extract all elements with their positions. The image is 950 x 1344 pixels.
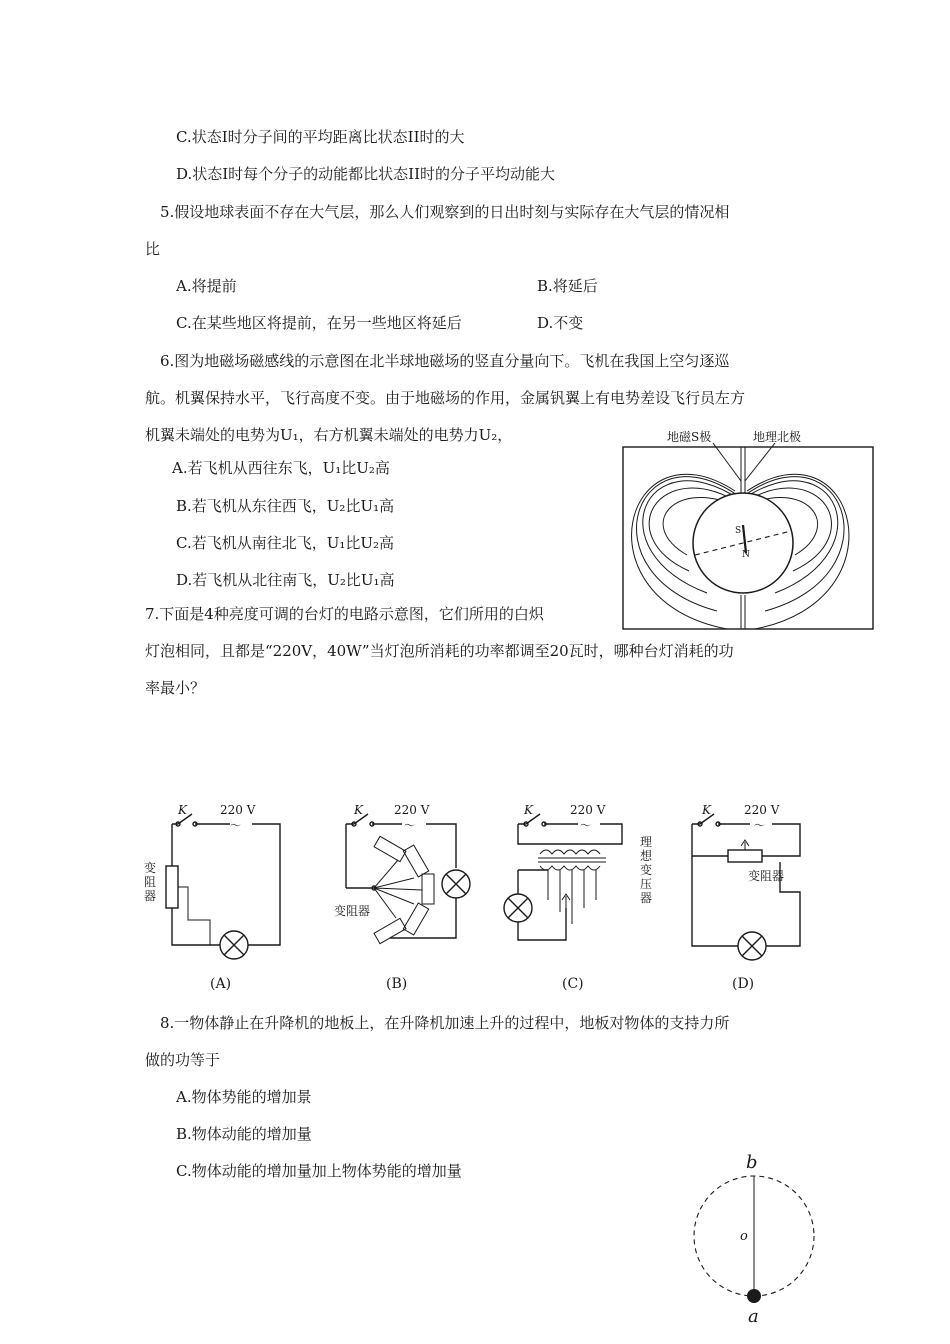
ball <box>747 1289 761 1303</box>
q6-stem-line3: 机翼未端处的电势为U₁，右方机翼未端处的电势力U₂， <box>145 426 513 444</box>
q8-stem-line1: 8.一物体静止在升降机的地板上，在升降机加速上升的过程中，地板对物体的支持力所 <box>160 1014 730 1032</box>
q5-option-a: A.将提前 <box>176 277 237 295</box>
label-geographic-north-pole: 地理北极 <box>753 430 802 444</box>
voltage-label: 220 V <box>394 803 430 817</box>
switch-label-k: K <box>524 803 533 817</box>
switch-label-k: K <box>354 803 363 817</box>
geomagnetic-field-figure <box>615 425 877 635</box>
ac-symbol: ～ <box>404 819 415 832</box>
circuit-b <box>330 800 480 995</box>
q5-option-c: C.在某些地区将提前，在另一些地区将延后 <box>176 314 462 332</box>
ac-symbol: ～ <box>230 819 241 832</box>
rheostat-label: 变阻器 <box>748 869 785 883</box>
switch-label-k: K <box>178 803 187 817</box>
voltage-label: 220 V <box>744 803 780 817</box>
q5-stem-line2: 比 <box>145 240 161 258</box>
transformer-secondary <box>540 866 600 870</box>
circuit-a <box>140 800 300 995</box>
q4-option-d: D.状态Ⅰ时每个分子的动能都比状态II时的分子平均动能大 <box>176 165 556 183</box>
circuit-c <box>500 800 660 995</box>
circuit-d <box>680 800 830 995</box>
caption-a: (A) <box>210 976 232 992</box>
q8-option-c: C.物体动能的增加量加上物体势能的增加量 <box>176 1162 462 1180</box>
transformer-primary <box>540 850 600 854</box>
q7-stem-line2: 灯泡相同，且都是“220V，40W”当灯泡所消耗的功率都调至20瓦时，哪种台灯消耗的功 <box>145 642 734 660</box>
label-s: S <box>735 526 742 536</box>
q4-option-c: C.状态Ⅰ时分子间的平均距离比状态II时的大 <box>176 128 465 146</box>
transformer-label: 理想变压器 <box>640 835 653 905</box>
q6-stem-line1: 6.图为地磁场磁感线的示意图在北半球地磁场的竖直分量向下。飞机在我国上空匀逐巡 <box>160 352 730 370</box>
label-geomagnetic-s-pole: 地磁S极 <box>667 430 712 444</box>
q5-option-b: B.将延后 <box>537 277 598 295</box>
switch-label-k: K <box>702 803 711 817</box>
q6-option-a: A.若飞机从西往东飞，U₁比U₂高 <box>172 459 390 477</box>
q7-stem-line3: 率最小？ <box>145 679 206 697</box>
q6-option-b: B.若飞机从东往西飞，U₂比U₁高 <box>176 497 395 515</box>
q5-option-d: D.不变 <box>537 314 584 332</box>
rheostat-label: 变阻器 <box>144 861 157 903</box>
label-n: N <box>742 550 750 560</box>
vertical-circle-figure <box>688 1150 818 1344</box>
q5-stem-line1: 5.假设地球表面不存在大气层，那么人们观察到的日出时刻与实际存在大气层的情况相 <box>160 203 730 221</box>
voltage-label: 220 V <box>220 803 256 817</box>
label-a: a <box>748 1306 759 1327</box>
q8-option-b: B.物体动能的增加量 <box>176 1125 312 1143</box>
caption-b: (B) <box>386 976 408 992</box>
q8-option-a: A.物体势能的增加景 <box>176 1088 312 1106</box>
q7-stem-line1: 7.下面是4种亮度可调的台灯的电路示意图，它们所用的白炽 <box>145 605 544 623</box>
q6-option-d: D.若飞机从北往南飞，U₂比U₁高 <box>176 571 395 589</box>
voltage-label: 220 V <box>570 803 606 817</box>
ac-symbol: ～ <box>754 819 765 832</box>
rheostat <box>166 866 178 908</box>
rheostat <box>728 850 762 862</box>
q6-option-c: C.若飞机从南往北飞，U₁比U₂高 <box>176 534 395 552</box>
caption-c: (C) <box>562 976 584 992</box>
q8-stem-line2: 做的功等于 <box>145 1051 221 1069</box>
q6-stem-line2: 航。机翼保持水平，飞行高度不变。由于地磁场的作用，金属钒翼上有电势差设飞行员左方 <box>145 389 746 407</box>
rheostat-label: 变阻器 <box>334 904 371 918</box>
label-b: b <box>746 1152 758 1173</box>
label-o: o <box>740 1229 748 1244</box>
ac-symbol: ～ <box>580 819 591 832</box>
caption-d: (D) <box>732 976 755 992</box>
